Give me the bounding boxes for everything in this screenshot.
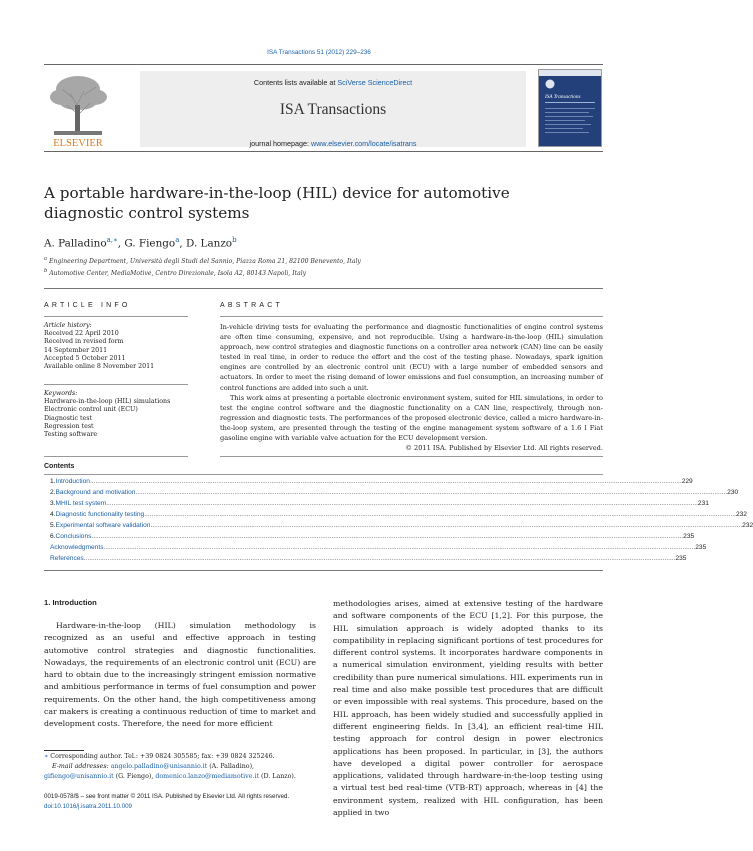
abstract-paragraph: In-vehicle driving tests for evaluating the performance and diagnostic functionalities of engine control systems are often time consuming, expensive, and not reproducible. Using a hardware-in-the-loop (HIL) simulation approach, new control strategies and diagnostic functions on a controller area network (CAN) line can be easily tested in real time, in order to reduce the effort and the cost of the testing phase. Nowadays, spark ignition engines are controlled by an electronic control unit (ECU) with a large number of embedded sensors and actuators. In order to meet the rising demand of lower emissions and fuel consumption, an increasing number of control functions are added into such a unit. bbox=[220, 323, 603, 392]
footnote-divider bbox=[44, 750, 84, 751]
footnote: ∗ Corresponding author. Tel.: +39 0824 305585; fax: +39 0824 325246. E-mail addresses: angelo.palladino@unisannio.it (A. Palladino), gifiengo@unisannio.it (G. Fiengo), domenico.lanzo@mediamotive.it (D. Lanzo). bbox=[44, 753, 296, 780]
issn-notice: 0019-0578/$ – see front matter © 2011 ISA. Published by Elsevier Ltd. All rights reserved. bbox=[44, 793, 290, 800]
email-link[interactable]: angelo.palladino@unisannio.it bbox=[110, 763, 208, 770]
author-name: G. Fiengo bbox=[124, 237, 176, 250]
divider bbox=[44, 456, 188, 457]
email-label: E-mail addresses: bbox=[52, 763, 111, 770]
history-item: Received in revised form bbox=[44, 338, 124, 346]
toc-title-link: Experimental software validation bbox=[55, 522, 151, 529]
section-heading: 1. Introduction bbox=[44, 598, 97, 607]
journal-reference-link[interactable]: ISA Transactions 51 (2012) 229–236 bbox=[267, 49, 371, 56]
article-history-label: Article history: bbox=[44, 322, 92, 329]
toc-entry[interactable]: 2. Background and motivation ................................................................................................................................................................................................................................................................................................................................... 230 bbox=[50, 489, 603, 500]
journal-homepage-line bbox=[140, 139, 526, 148]
keyword: Diagnostic test bbox=[44, 414, 93, 422]
body-paragraph: Hardware-in-the-loop (HIL) simulation methodology is recognized as an useful and effective approach in testing automotive control strategies and diagnostic functionalities. Nowadays, the requirements of an electronic control unit (ECU) are hard to obtain due to the increasingly stringent emission normative and ambitious performance in terms of fuel consumption and power requirements. On the other hand, the high competitiveness among car makers is creating a continuous reduction of time to market and development costs. Therefore, the need for more efficient bbox=[44, 621, 316, 729]
divider bbox=[44, 570, 603, 571]
author-affiliation-mark[interactable]: a,∗ bbox=[106, 236, 118, 244]
elsevier-logo bbox=[44, 65, 112, 149]
toc-entry[interactable]: Acknowledgments ................................................................................................................................................................................................................................................................................................................................... 235 bbox=[50, 544, 603, 555]
doi-link[interactable]: doi:10.1016/j.isatra.2011.10.009 bbox=[44, 803, 132, 810]
divider bbox=[44, 384, 188, 385]
author-affiliation-mark[interactable]: a bbox=[175, 236, 180, 244]
toc-title-link: MHIL test system bbox=[55, 500, 107, 507]
keyword: Hardware-in-the-loop (HIL) simulations bbox=[44, 398, 171, 406]
history-item: 14 September 2011 bbox=[44, 346, 108, 354]
body-paragraph: methodologies arises, aimed at extensive testing of the hardware and software components of the ECU [1,2]. For this purpose, the HIL simulation approach is widely adopted thanks to its compatibility in replacing significant portions of test procedures for different control systems. It incorporates hardware components in a numerical simulation environment, yielding results with better credibility than pure numerical simulations. HIL experiments run in real time and also make possible test procedures that are difficult or even impossible with real systems. This procedure, based on the HIL approach, has been widely studied and successfully applied in different engineering fields. In [3,4], an efficient real-time HIL testing approach for control design in power electronics applications has been proposed. In particular, in [3], the authors have developed a digital power controller for aerospace applications, validated through hardware-in-the-loop testing using a virtual test bed real-time (VTB-RT) approach, whereas in [4] the environment system, realized with HIL configuration, has been applied in two bbox=[333, 599, 603, 818]
toc-entry[interactable]: 3. MHIL test system ................................................................................................................................................................................................................................................................................................................................... 231 bbox=[50, 500, 603, 511]
email-link[interactable]: gifiengo@unisannio.it bbox=[44, 773, 114, 780]
body-column-left bbox=[44, 620, 316, 731]
toc-title-link: References bbox=[50, 555, 84, 562]
abstract-body bbox=[220, 322, 603, 453]
journal-masthead bbox=[44, 64, 603, 152]
author-name: D. Lanzo bbox=[185, 237, 233, 250]
toc-entry[interactable]: 5. Experimental software validation ................................................................................................................................................................................................................................................................................................................................... 232 bbox=[50, 522, 603, 533]
contents-heading: Contents bbox=[44, 463, 75, 470]
abstract-heading: ABSTRACT bbox=[220, 302, 283, 309]
divider bbox=[44, 288, 603, 289]
elsevier-tree-icon bbox=[44, 65, 112, 149]
keyword: Electronic control unit (ECU) bbox=[44, 406, 138, 414]
history-item: Received 22 April 2010 bbox=[44, 330, 119, 338]
toc-title-link: Diagnostic functionality testing bbox=[55, 511, 145, 518]
toc-entry[interactable]: 6. Conclusions ................................................................................................................................................................................................................................................................................................................................... 235 bbox=[50, 533, 603, 544]
author-name: A. Palladino bbox=[44, 237, 107, 250]
keyword: Regression test bbox=[44, 422, 94, 430]
history-item: Accepted 5 October 2011 bbox=[44, 354, 126, 362]
affiliation-b: $^b$ Automotive Center, MediaMotive, Centro Direzionale, Isola A2, 80143 Napoli, Italy bbox=[44, 268, 307, 278]
homepage-prefix: journal homepage: bbox=[249, 139, 312, 148]
toc-title-link: Acknowledgments bbox=[50, 544, 104, 551]
sciencedirect-link[interactable]: SciVerse ScienceDirect bbox=[337, 78, 413, 87]
toc-entry[interactable]: References ................................................................................................................................................................................................................................................................................................................................... 235 bbox=[50, 555, 603, 566]
toc-title-link: Introduction bbox=[55, 478, 90, 485]
toc-entry[interactable]: 4. Diagnostic functionality testing ................................................................................................................................................................................................................................................................................................................................... 232 bbox=[50, 511, 603, 522]
keywords bbox=[44, 390, 214, 439]
elsevier-wordmark: ELSEVIER bbox=[53, 138, 103, 149]
journal-name: ISA Transactions bbox=[279, 101, 387, 118]
article-title: A portable hardware-in-the-loop (HIL) device for automotive diagnostic control systems bbox=[44, 184, 510, 222]
abstract-paragraph: This work aims at presenting a portable electronic environment system, suited for HIL simulations, in order to test the engine control software and the diagnostic functionality on a CAN line, respectively, through non-regression and diagnostic tests. The performances of the proposed electronic device, called a micro hardware-in-the-loop system, are presented through the testing of the engine management system software of a 1.6 l Fiat gasoline engine with variable valve actuation for the ECU development version. bbox=[220, 393, 603, 443]
history-item: Available online 8 November 2011 bbox=[44, 363, 155, 371]
divider bbox=[220, 316, 603, 317]
keywords-label: Keywords: bbox=[44, 390, 78, 397]
toc-title-link: Conclusions bbox=[55, 533, 92, 540]
toc-title-link: Background and motivation bbox=[55, 489, 136, 496]
contents-prefix: Contents lists available at bbox=[253, 78, 338, 87]
divider bbox=[44, 316, 188, 317]
email-link[interactable]: domenico.lanzo@mediamotive.it bbox=[155, 773, 259, 780]
article-info-heading: ARTICLE INFO bbox=[44, 302, 131, 309]
keyword: Testing software bbox=[44, 431, 98, 439]
author-affiliation-mark[interactable]: b bbox=[232, 236, 237, 244]
contents-available-line bbox=[140, 78, 526, 87]
journal-cover-icon bbox=[539, 70, 601, 146]
journal-info-box bbox=[140, 71, 526, 147]
journal-cover-image bbox=[538, 69, 602, 147]
copyright-notice: © 2011 ISA. Published by Elsevier Ltd. All rights reserved. bbox=[405, 444, 603, 453]
affiliation-a: $^a$ Engineering Department, Università degli Studi del Sannio, Piazza Roma 21, 82100 Benevento, Italy bbox=[44, 256, 361, 266]
divider bbox=[44, 474, 603, 475]
footnote-mark: ∗ bbox=[44, 753, 49, 760]
footnote-text: Corresponding author. Tel.: +39 0824 305585; fax: +39 0824 325246. bbox=[50, 753, 275, 760]
cover-title: ISA Transactions bbox=[545, 94, 581, 100]
journal-homepage-link[interactable]: www.elsevier.com/locate/isatrans bbox=[311, 139, 417, 148]
divider bbox=[220, 456, 603, 457]
article-history bbox=[44, 322, 204, 371]
body-column-right bbox=[333, 598, 603, 819]
toc-entry[interactable]: 1. Introduction ................................................................................................................................................................................................................................................................................................................................... 229 bbox=[50, 478, 603, 489]
author-list: A. Palladino$^{a,∗}$, G. Fiengo$^a$, D. Lanzo$^b$ bbox=[44, 236, 237, 250]
bottom-matter bbox=[44, 792, 289, 812]
